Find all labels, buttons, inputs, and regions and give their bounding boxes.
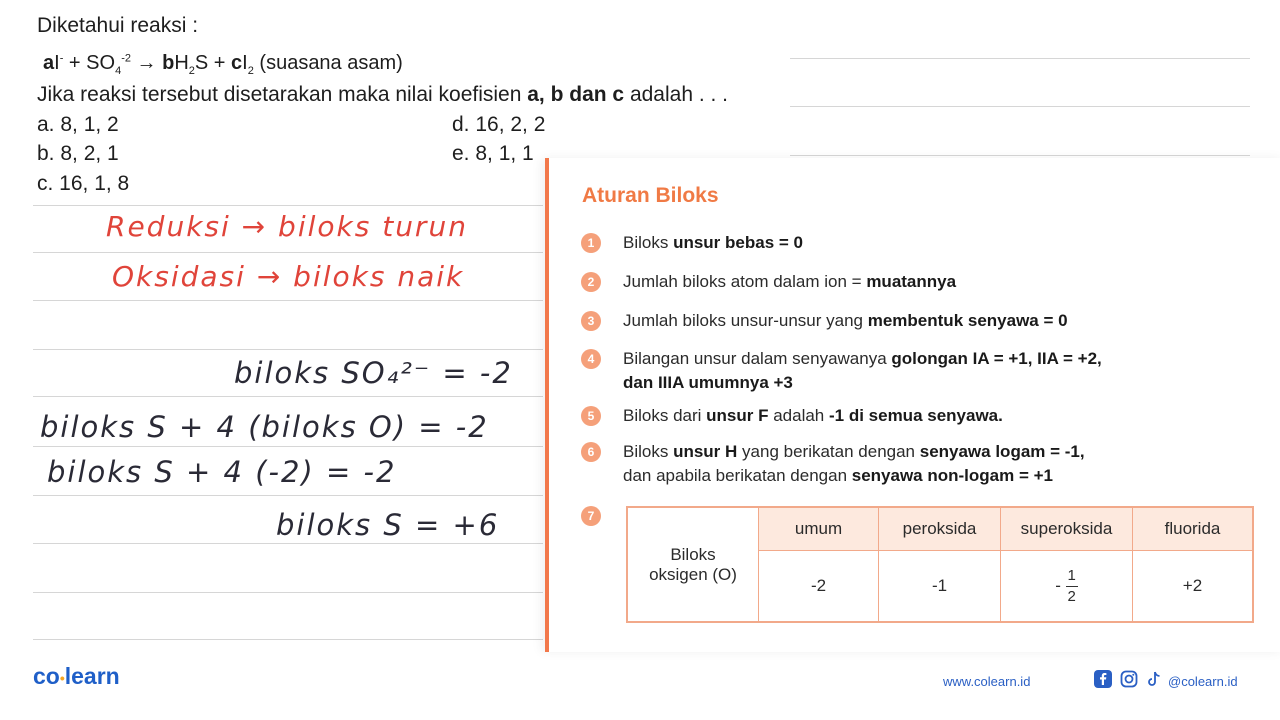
- website-link[interactable]: www.colearn.id: [943, 674, 1031, 689]
- rule-number-badge: 2: [581, 272, 601, 292]
- table-cell-peroksida: -1: [879, 551, 1001, 623]
- notebook-rule: [33, 300, 543, 301]
- table-header-superoksida: superoksida: [1001, 507, 1133, 551]
- notebook-rule: [790, 58, 1250, 59]
- handwriting-oksidasi: Oksidasi → biloks naik: [112, 260, 465, 293]
- table-cell-fluorida: +2: [1133, 551, 1254, 623]
- question-intro: Diketahui reaksi :: [37, 14, 199, 37]
- notebook-rule: [33, 495, 543, 496]
- social-handle[interactable]: @colearn.id: [1168, 674, 1238, 689]
- rule-number-badge: 4: [581, 349, 601, 369]
- rule-number-badge: 3: [581, 311, 601, 331]
- biloks-rules-card: Aturan Biloks 1 Biloks unsur bebas = 0 2 Jumlah biloks atom dalam ion = muatannya 3 Jumlah biloks unsur-unsur yang membentuk senyawa = 0 4 Bilangan unsur dalam senyawanya golongan IA = +1, IIA = +2, dan IIIA umumnya +3 5 Biloks dari unsur F adalah -1 di semua senyawa. 6 Biloks unsur H yang berikatan dengan senyawa logam = -1, dan apabila berikatan dengan senyawa non-logam = +1 7 Biloks oksigen (O) umum peroksida superoksida fluorida -2 -1 - $\frac{1}{2}$ +2: [545, 158, 1280, 652]
- option-b[interactable]: b. 8, 2, 1: [37, 142, 119, 165]
- rule-number-badge: 1: [581, 233, 601, 253]
- facebook-icon[interactable]: [1094, 670, 1112, 688]
- handwriting-step-3: biloks S + 4 (-2) = -2: [47, 455, 397, 489]
- card-title: Aturan Biloks: [582, 184, 719, 207]
- notebook-rule: [33, 543, 543, 544]
- table-header-umum: umum: [759, 507, 879, 551]
- table-cell-superoksida: - $\frac{1}{2}$: [1001, 551, 1133, 623]
- notebook-rule: [33, 396, 543, 397]
- handwriting-step-1: biloks SO₄²⁻ = -2: [234, 356, 513, 390]
- rule-number-badge: 6: [581, 442, 601, 462]
- option-a[interactable]: a. 8, 1, 2: [37, 113, 119, 136]
- rule-number-badge: 7: [581, 506, 601, 526]
- notebook-rule: [33, 349, 543, 350]
- notebook-rule: [33, 639, 543, 640]
- table-header-peroksida: peroksida: [879, 507, 1001, 551]
- option-e[interactable]: e. 8, 1, 1: [452, 142, 534, 165]
- notebook-rule: [33, 252, 543, 253]
- handwriting-reduksi: Reduksi → biloks turun: [106, 210, 468, 243]
- table-row-label: Biloks oksigen (O): [627, 507, 759, 622]
- notebook-rule: [790, 106, 1250, 107]
- table-header-fluorida: fluorida: [1133, 507, 1254, 551]
- option-d[interactable]: d. 16, 2, 2: [452, 113, 546, 136]
- question-prompt: Jika reaksi tersebut disetarakan maka nilai koefisien a, b dan c adalah . . .: [37, 83, 729, 106]
- colearn-logo: co•learn: [33, 663, 120, 689]
- handwriting-step-4: biloks S = +6: [276, 508, 500, 542]
- fraction-one-half: $\frac{1}{2}$: [1067, 566, 1076, 605]
- notebook-rule: [33, 592, 543, 593]
- option-c[interactable]: c. 16, 1, 8: [37, 172, 130, 195]
- notebook-rule: [790, 155, 1250, 156]
- notebook-rule: [33, 446, 543, 447]
- instagram-icon[interactable]: [1120, 670, 1138, 688]
- oxygen-biloks-table: [626, 506, 1254, 623]
- notebook-rule: [33, 205, 543, 206]
- table-cell-umum: -2: [759, 551, 879, 623]
- tiktok-icon[interactable]: [1145, 670, 1163, 688]
- reaction-equation: $aI^- + SO_4^{-2} \to bH_2S + cI_2$ (suasana asam): [43, 52, 403, 77]
- rule-number-badge: 5: [581, 406, 601, 426]
- handwriting-step-2: biloks S + 4 (biloks O) = -2: [40, 410, 489, 444]
